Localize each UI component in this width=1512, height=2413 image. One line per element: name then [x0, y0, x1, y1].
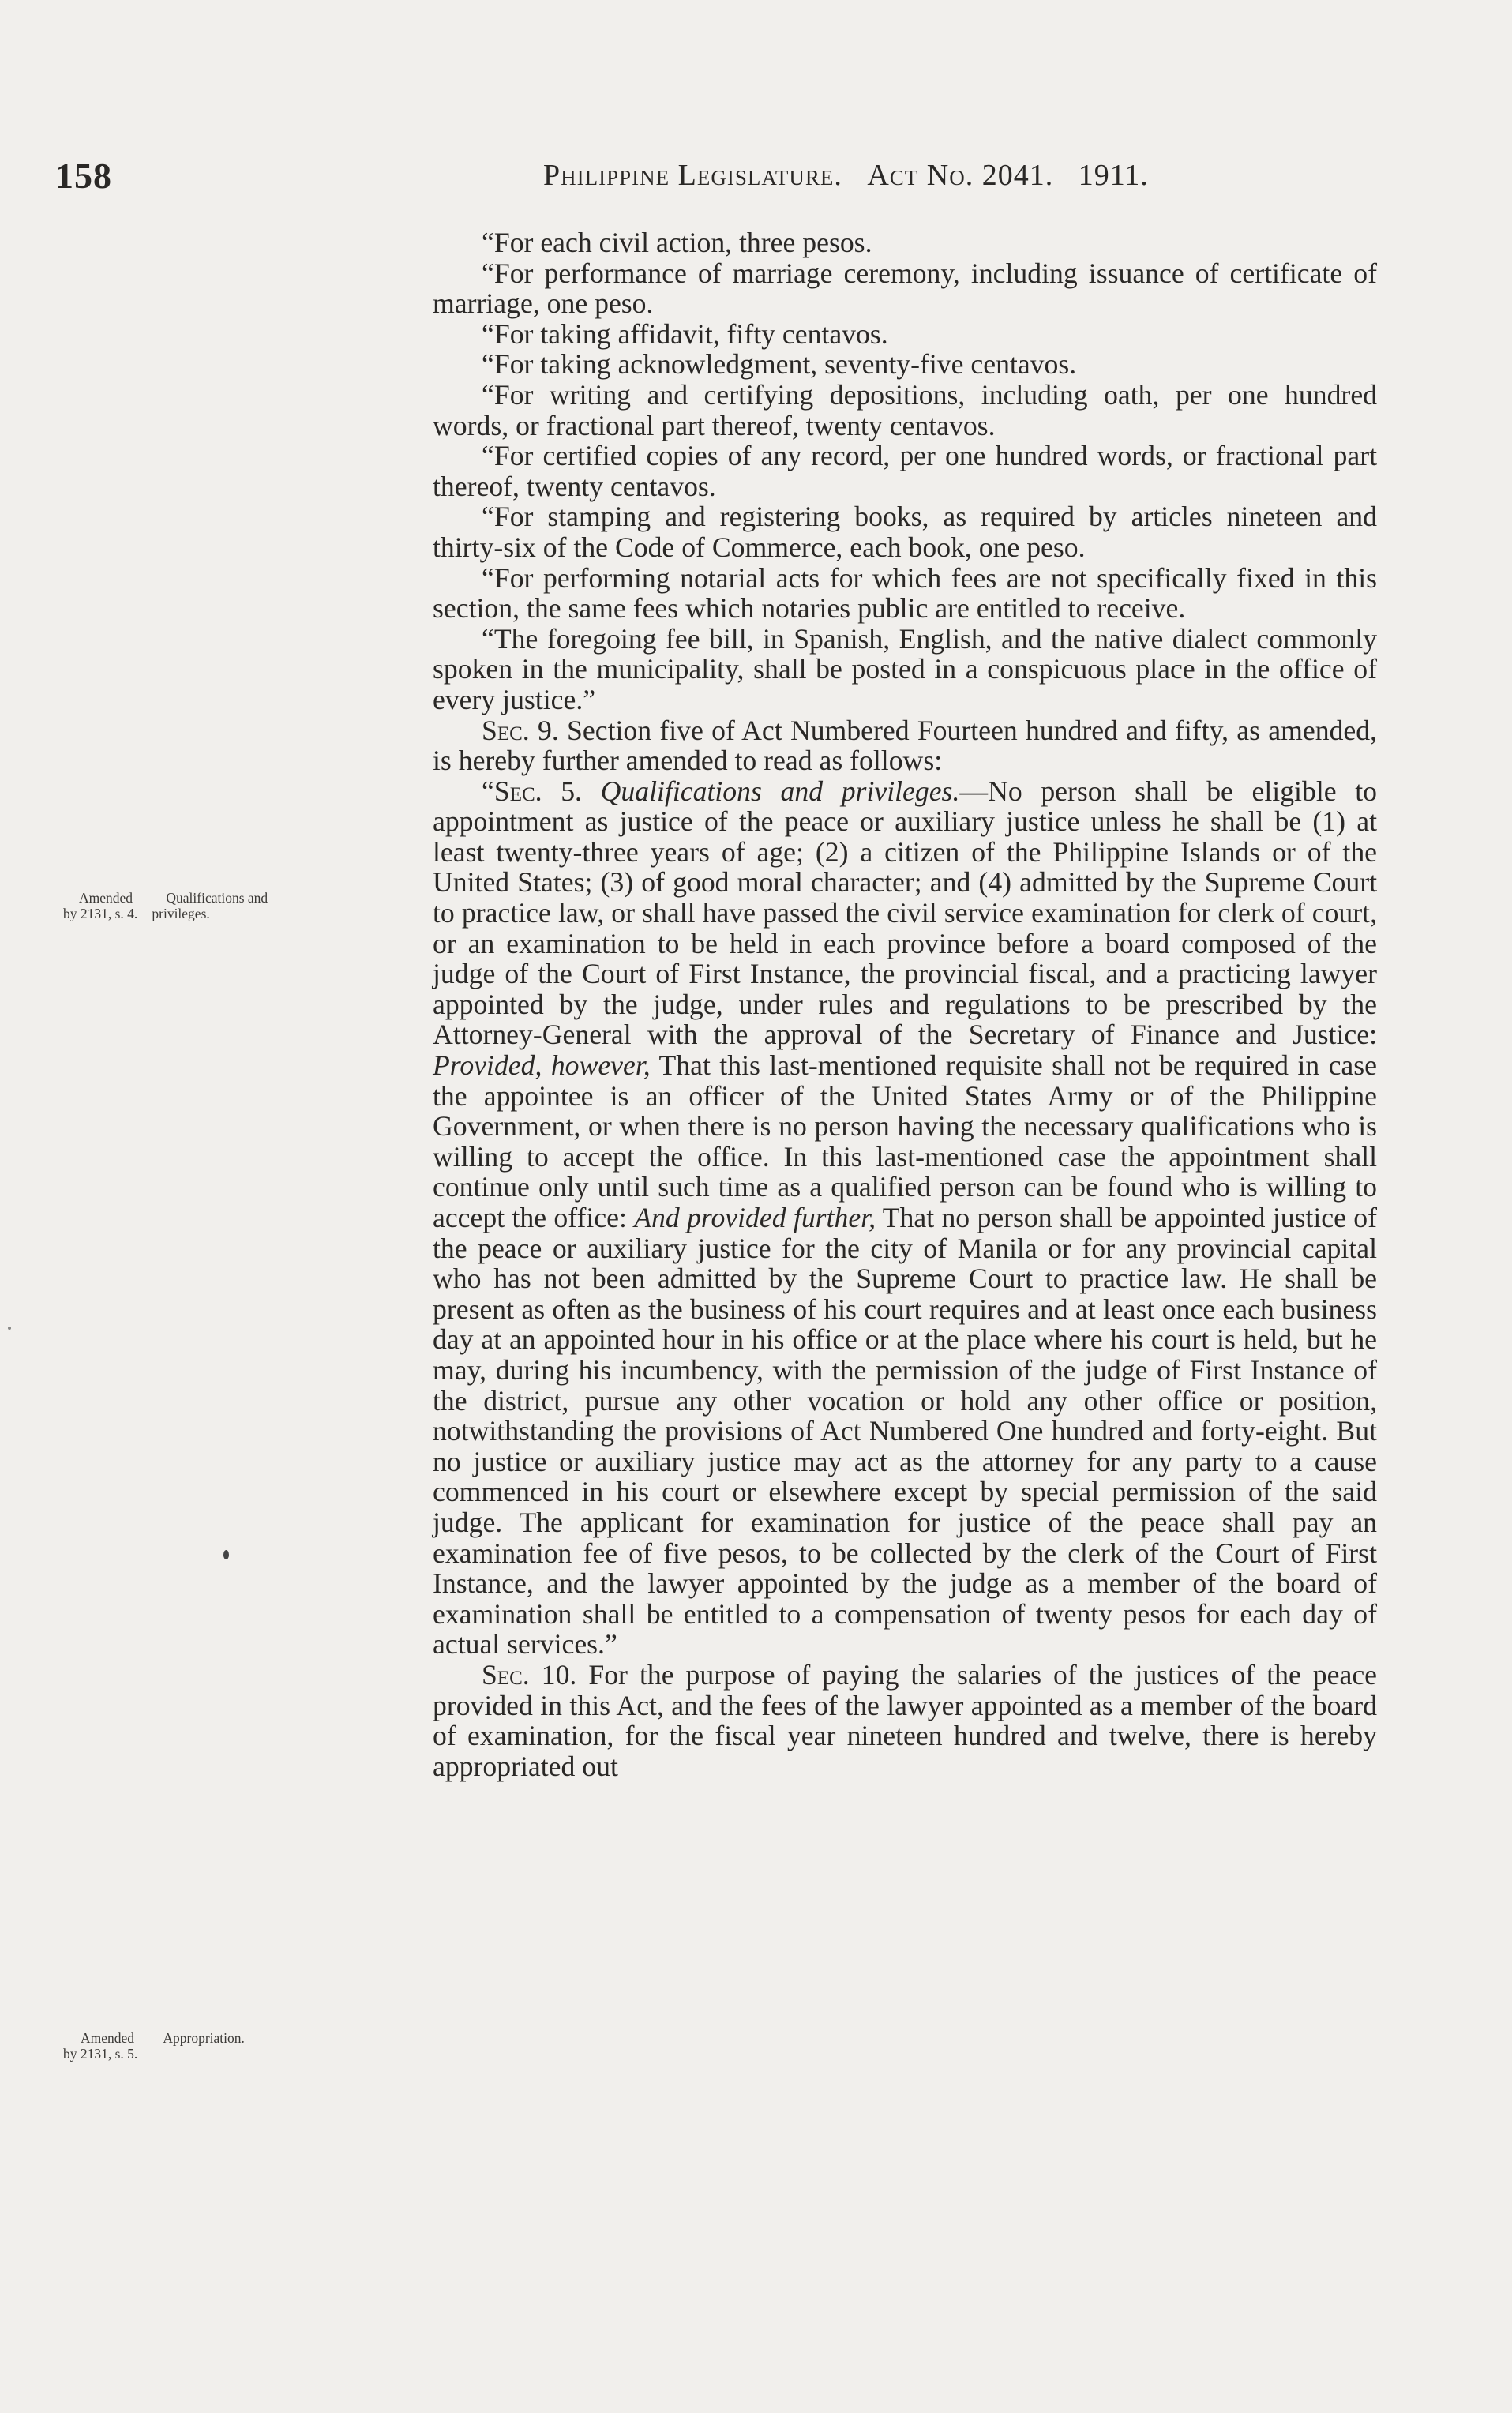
margin-note-qualifications: [63, 890, 381, 921]
section-5-text-3: That no person shall be appointed justice of the peace or auxiliary justice for the city of Manila or for any provincial capital who has not been admitted by the Supreme Court to practice law. He shall be present as often as the business of his court requires and at least once each business day at an appointed hour in his office or at the place where his court is held, but he may, during his incumbency, with the permission of the judge of First Instance of the district, pursue any other vocation or hold any other office or position, notwithstanding the provisions of Act Numbered One hundred and forty-eight. But no justice or auxiliary justice may act as the attorney for any party to a cause commenced in his court or elsewhere except by special permission of the said judge. The applicant for examination for justice of the peace shall pay an examination fee of five pesos, to be collected by the clerk of the Court of First Instance, and the lawyer appointed by the judge as a member of the board of examination shall be entitled to a compensation of twenty pesos for each day of actual services.”: [433, 1202, 1378, 1661]
section-9-text: Section five of Act Numbered Fourteen hundred and fifty, as amended, is hereby further amended to read as follows:: [433, 714, 1378, 777]
margin-note-topic: Qualifications and: [166, 890, 268, 906]
margin-note-amended: Amended: [80, 2030, 135, 2046]
section-10-paragraph: [433, 1660, 1377, 1781]
section-9-label: Sec. 9.: [482, 714, 559, 746]
section-5-label: “Sec. 5.: [482, 775, 582, 807]
fee-paragraph: “For performance of marriage ceremony, including issuance of certificate of marriage, one peso.: [433, 257, 1377, 320]
margin-note-amended-ref: by 2131, s. 4.: [63, 906, 138, 921]
fee-paragraph: “For certified copies of any record, per one hundred words, or fractional part thereof, twenty centavos.: [433, 440, 1377, 502]
fee-paragraph: “The foregoing fee bill, in Spanish, English, and the native dialect commonly spoken in the municipality, shall be posted in a conspicuous place in the office of every justice.”: [433, 622, 1377, 715]
section-5-text-1: —No person shall be eligible to appointment as justice of the peace or auxiliary justice unless he shall be (1) at least twenty-three years of age; (2) a citizen of the Philippine Islands or of the United States; (3) of good moral character; and (4) admitted by the Supreme Court to practice law, or shall have passed the civil service examination for clerk of court, or an examination to be held in each province before a board composed of the judge of the Court of First Instance, the provincial fiscal, and a practicing lawyer appointed by the judge, under rules and regulations to be prescribed by the Attorney-General with the approval of the Secretary of Finance and Justice:: [433, 775, 1377, 1051]
section-9-paragraph: [433, 715, 1377, 776]
section-5-text-2: That this last-mentioned requisite shall not be required in case the appointee is an officer of the United States Army or of the Philippine Government, or when there is no person having the necessary qualifications who is willing to accept the office. In this last-mentioned case the appointment shall continue only until such time as a qualified person can be found who is willing to accept the office:: [433, 1049, 1377, 1233]
section-10-label: Sec. 10.: [482, 1658, 577, 1691]
running-head-act: Act No. 2041.: [867, 159, 1054, 192]
running-head: [543, 158, 1270, 193]
fee-paragraph: “For performing notarial acts for which fees are not specifically fixed in this section, the same fees which notaries public are entitled to receive.: [433, 561, 1377, 625]
margin-note-topic: Appropriation.: [163, 2030, 245, 2046]
fee-paragraph: “For writing and certifying depositions, including oath, per one hundred words, or fractional part thereof, twenty centavos.: [433, 378, 1377, 441]
running-head-year: 1911.: [1078, 159, 1149, 192]
margin-note-topic-cont: privileges.: [152, 906, 210, 921]
section-5-heading: Qualifications and privileges.: [600, 775, 960, 807]
page-number: 158: [55, 156, 112, 196]
section-5-proviso-1: Provided, however,: [433, 1049, 651, 1082]
section-5-proviso-2: And provided further,: [634, 1202, 876, 1233]
fee-paragraph: “For taking acknowledgment, seventy-five centavos.: [482, 348, 1077, 381]
fee-paragraph: “For taking affidavit, fifty centavos.: [482, 317, 888, 350]
print-speck: [223, 1550, 229, 1559]
section-5-paragraph: [433, 776, 1377, 1660]
body-text: [433, 227, 1377, 1781]
print-speck: [8, 1327, 11, 1330]
fee-paragraph: “For stamping and registering books, as required by articles nineteen and thirty-six of the Code of Commerce, each book, one peso.: [433, 501, 1377, 563]
margin-note-appropriation: [63, 2030, 352, 2062]
running-head-publisher: Philippine Legislature.: [543, 159, 842, 192]
section-10-text: For the purpose of paying the salaries of the justices of the peace provided in this Act, and the fees of the lawyer appointed as a member of the board of examination, for the fiscal year nineteen hundred and twelve, there is hereby appropriated out: [433, 1658, 1378, 1782]
margin-note-amended: Amended: [78, 890, 133, 906]
margin-note-amended-ref: by 2131, s. 5.: [63, 2046, 138, 2062]
fee-paragraph: “For each civil action, three pesos.: [482, 227, 872, 258]
